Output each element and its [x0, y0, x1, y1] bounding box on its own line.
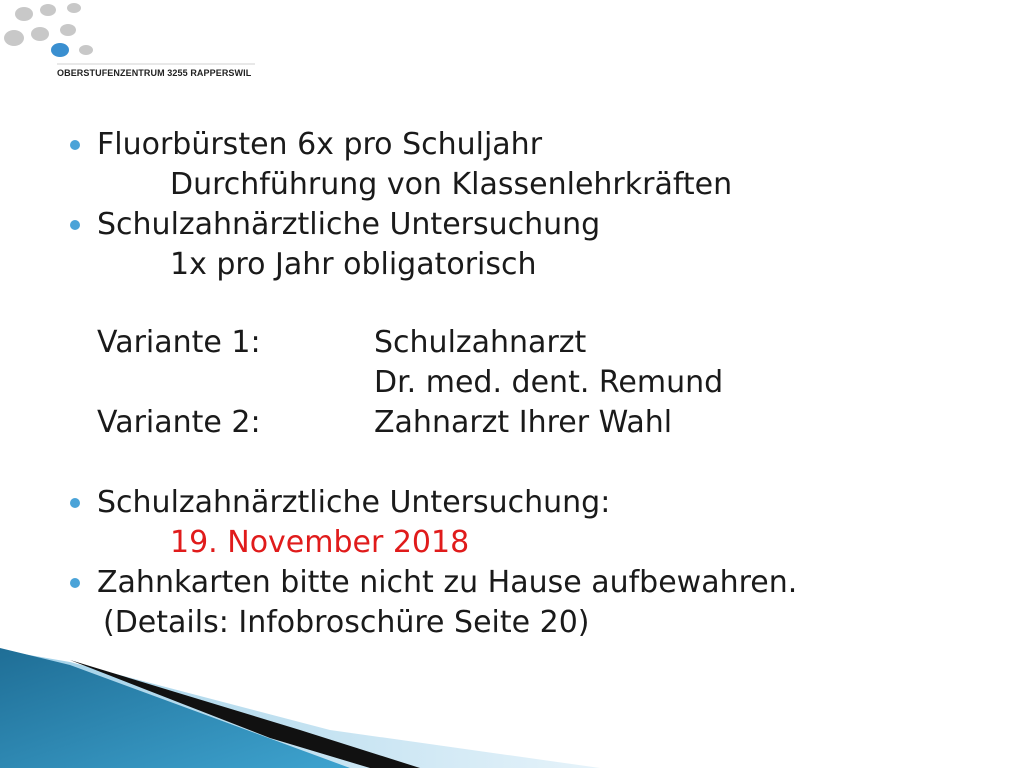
item2-main: Schulzahnärztliche Untersuchung — [97, 207, 601, 242]
variant1-label: Variante 1: — [97, 325, 261, 360]
item3-main: Schulzahnärztliche Untersuchung: — [97, 485, 611, 520]
bullet-icon — [70, 498, 80, 508]
variant1-value2: Dr. med. dent. Remund — [374, 365, 724, 400]
item3-date: 19. November 2018 — [170, 525, 470, 560]
bullet-icon — [70, 578, 80, 588]
bullet-icon — [70, 220, 80, 230]
item4-main: Zahnkarten bitte nicht zu Hause aufbewahren. — [97, 565, 798, 600]
variant2-value: Zahnarzt Ihrer Wahl — [374, 405, 673, 440]
item2-sub: 1x pro Jahr obligatorisch — [170, 247, 537, 282]
item4-note: (Details: Infobroschüre Seite 20) — [103, 605, 590, 640]
variant1-value: Schulzahnarzt — [374, 325, 587, 360]
item1-sub: Durchführung von Klassenlehrkräften — [170, 167, 733, 202]
logo-text: OBERSTUFENZENTRUM 3255 RAPPERSWIL — [57, 68, 252, 78]
variant2-label: Variante 2: — [97, 405, 261, 440]
bullet-icon — [70, 140, 80, 150]
item1-main: Fluorbürsten 6x pro Schuljahr — [97, 127, 543, 162]
